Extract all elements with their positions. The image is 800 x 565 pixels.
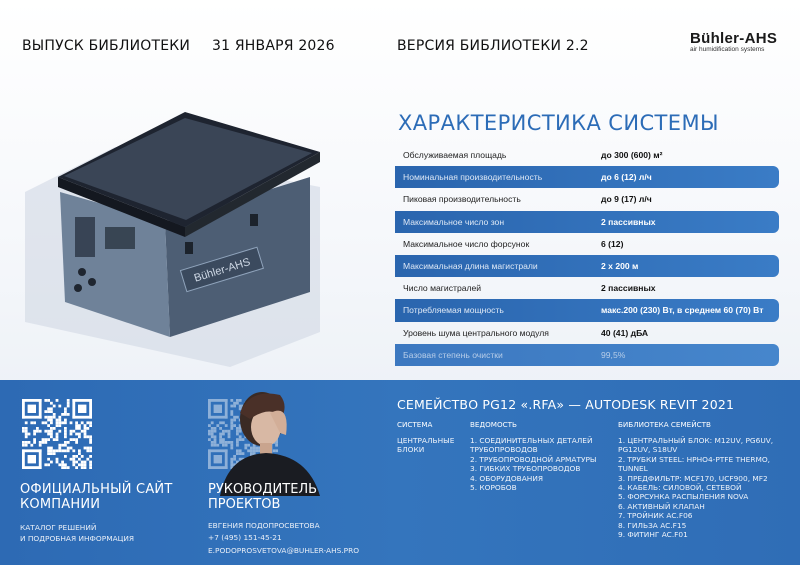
- lead-title: [208, 482, 317, 512]
- website-qr-code[interactable]: [22, 399, 92, 469]
- spec-row: [395, 233, 779, 255]
- central-unit-illustration: [20, 92, 350, 367]
- site-title-line2: КОМПАНИИ: [20, 497, 101, 512]
- system-item: ЦЕНТРАЛЬНЫЕ БЛОКИ: [397, 436, 455, 455]
- spec-label: Базовая степень очистки: [403, 349, 503, 360]
- specs-title: ХАРАКТЕРИСТИКА СИСТЕМЫ: [398, 111, 719, 135]
- library-item: 8. ГИЛЬЗА AC.F15: [618, 520, 687, 530]
- schedule-item: 5. КОРОБОВ: [470, 483, 517, 493]
- schedule-item: 1. СОЕДИНИТЕЛЬНЫХ ДЕТАЛЕЙ ТРУБОПРОВОДОВ: [470, 436, 593, 455]
- spec-row: [395, 144, 779, 166]
- spec-label: Максимальное число форсунок: [403, 238, 530, 249]
- specs-table: [395, 144, 779, 366]
- family-title: СЕМЕЙСТВО PG12 «.RFA» — AUTODESK REVIT 2021: [397, 397, 735, 412]
- unit-brand-plate: Bühler-AHS: [192, 256, 252, 285]
- lead-email-link[interactable]: E.PODOPROSVETOVA@BUHLER-AHS.PRO: [208, 546, 360, 555]
- company-logo: [690, 30, 780, 53]
- spec-row: [395, 211, 779, 233]
- spec-row: [395, 344, 779, 366]
- library-list: [618, 436, 788, 539]
- site-title: [20, 482, 173, 512]
- spec-row: [395, 322, 779, 344]
- spec-value: макс.200 (230) Вт, в среднем 60 (70) Вт: [601, 305, 764, 316]
- site-title-line1: ОФИЦИАЛЬНЫЙ САЙТ: [20, 482, 173, 497]
- spec-row: [395, 255, 779, 277]
- spec-value: до 6 (12) л/ч: [601, 172, 652, 183]
- spec-value: 2 пассивных: [601, 283, 656, 294]
- version-label: ВЕРСИЯ БИБЛИОТЕКИ 2.2: [397, 38, 589, 54]
- footer-band: [0, 380, 800, 565]
- spec-value: 2 х 200 м: [601, 260, 639, 271]
- library-item: 5. ФОРСУНКА РАСПЫЛЕНИЯ NOVA: [618, 492, 749, 502]
- library-item: 6. АКТИВНЫЙ КЛАПАН: [618, 501, 705, 511]
- spec-label: Обслуживаемая площадь: [403, 150, 507, 160]
- schedule-item: 2. ТРУБОПРОВОДНОЙ АРМАТУРЫ: [470, 454, 597, 464]
- spec-label: Число магистралей: [403, 283, 482, 294]
- system-header: СИСТЕМА: [397, 420, 433, 429]
- spec-value: 40 (41) дБА: [601, 327, 649, 338]
- spec-row: [395, 188, 779, 210]
- project-lead-photo: [210, 383, 328, 496]
- logo-name: Bühler-AHS: [690, 30, 778, 47]
- lead-title-line2: ПРОЕКТОВ: [208, 497, 281, 512]
- library-item: 2. ТРУБКИ STEEL: HPHO4-PTFE THERMO, TUNNEL: [618, 454, 770, 474]
- spec-value: 6 (12): [601, 238, 624, 249]
- spec-value: до 300 (600) м²: [601, 150, 663, 160]
- spec-label: Уровень шума центрального модуля: [403, 327, 549, 338]
- spec-value: 99,5%: [601, 349, 626, 360]
- spec-value: 2 пассивных: [601, 216, 656, 227]
- schedule-item: 4. ОБОРУДОВАНИЯ: [470, 473, 544, 483]
- spec-label: Потребляемая мощность: [403, 305, 504, 316]
- lead-title-line1: РУКОВОДИТЕЛЬ: [208, 482, 318, 497]
- release-label: ВЫПУСК БИБЛИОТЕКИ: [22, 38, 191, 54]
- lead-phone-link[interactable]: +7 (495) 151-45-21: [208, 533, 282, 542]
- site-subtitle: [20, 522, 134, 544]
- library-item: 4. КАБЕЛЬ: СИЛОВОЙ, СЕТЕВОЙ: [618, 483, 742, 493]
- schedule-item: 3. ГИБКИХ ТРУБОПРОВОДОВ: [470, 464, 581, 474]
- page-header: [0, 0, 800, 80]
- schedule-list: [470, 436, 612, 492]
- spec-row: [395, 166, 779, 188]
- library-item: 1. ЦЕНТРАЛЬНЫЙ БЛОК: M12UV, PG6UV, PG12UV, S18UV: [618, 436, 774, 455]
- logo-tagline: air humidification systems: [690, 46, 765, 53]
- site-sub-line1: КАТАЛОГ РЕШЕНИЙ: [20, 523, 97, 532]
- spec-label: Максимальная длина магистрали: [403, 260, 538, 271]
- spec-label: Номинальная производительность: [403, 172, 543, 183]
- system-list: [397, 436, 462, 455]
- library-header: БИБЛИОТЕКА СЕМЕЙСТВ: [618, 420, 711, 429]
- spec-row: [395, 299, 779, 321]
- spec-value: до 9 (17) л/ч: [601, 194, 652, 205]
- site-sub-line2: И ПОДРОБНАЯ ИНФОРМАЦИЯ: [20, 534, 135, 543]
- schedule-header: ВЕДОМОСТЬ: [470, 420, 517, 429]
- library-item: 7. ТРОЙНИК AC.F06: [618, 511, 693, 521]
- spec-label: Пиковая производительность: [403, 194, 521, 205]
- spec-row: [395, 277, 779, 299]
- spec-label: Максимальное число зон: [403, 216, 505, 227]
- library-item: 3. ПРЕДФИЛЬТР: MCF170, UCF900, MF2: [618, 473, 768, 483]
- library-item: 9. ФИТИНГ AC.F01: [618, 530, 688, 540]
- lead-name: ЕВГЕНИЯ ПОДОПРОСВЕТОВА: [208, 521, 320, 530]
- release-date: 31 ЯНВАРЯ 2026: [212, 38, 335, 54]
